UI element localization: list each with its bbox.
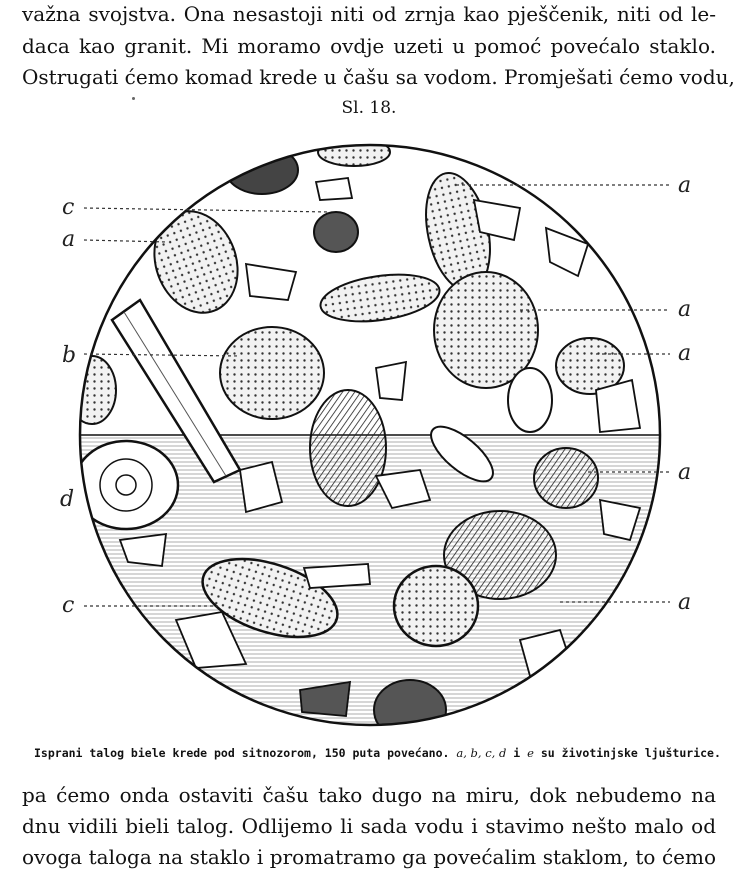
- figure-label-left-c: c: [62, 195, 75, 220]
- body-text-line-1: važna svojstva. Ona nesastoji niti od zrnja kao pješčenik, niti od le-: [22, 2, 716, 26]
- figure-label: Sl. 18.: [341, 98, 397, 118]
- caption-letters: a, b, c, d: [456, 746, 507, 760]
- figure-label-left-b: b: [62, 343, 77, 368]
- figure-label-left-a: a: [62, 227, 76, 252]
- caption-conjunction: i: [513, 746, 521, 760]
- figure-label-right-a5: a: [678, 590, 692, 615]
- figure-caption: [34, 746, 721, 760]
- figure-label-left-d: d: [60, 487, 75, 512]
- figure-label-right-a1: a: [678, 173, 692, 198]
- figure-label-right-a3: a: [678, 341, 692, 366]
- caption-letter-e: e: [527, 746, 534, 760]
- figure-label-left-c2: c: [62, 593, 75, 618]
- caption-text-end: su životinjske ljušturice.: [540, 746, 721, 760]
- body-text-line-5: dnu vidili bieli talog. Odlijemo li sada vodu i stavimo nešto malo od: [22, 814, 716, 838]
- caption-text: Isprani talog biele krede pod sitnozorom, 150 puta povećano.: [34, 746, 450, 760]
- body-text-line-3: Ostrugati ćemo komad krede u čašu sa vodom. Promješati ćemo vodu,: [22, 65, 735, 89]
- figure-label-right-a2: a: [678, 297, 692, 322]
- figure-label-right-a4: a: [678, 460, 692, 485]
- body-text-line-2: daca kao granit. Mi moramo ovdje uzeti u pomoć povećalo staklo.: [22, 34, 716, 58]
- body-text-line-6: ovoga taloga na staklo i promatramo ga povećalim staklom, to ćemo: [22, 845, 716, 869]
- body-text-line-4: pa ćemo onda ostaviti čašu tako dugo na miru, dok nebudemo na: [22, 783, 716, 807]
